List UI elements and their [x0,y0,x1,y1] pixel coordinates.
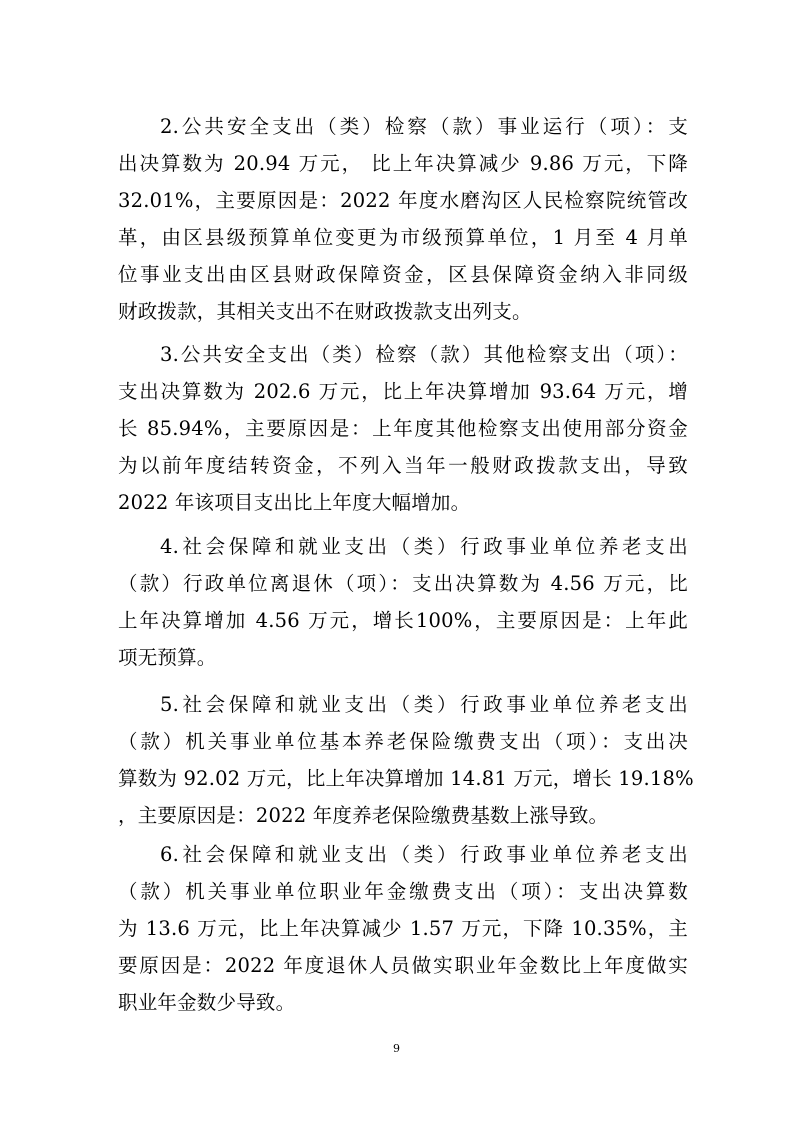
text-line: 上年决算增加 4.56 万元，增长100%，主要原因是：上年此 [118,609,688,632]
text-line: 项无预算。 [118,646,217,669]
text-line: ，主要原因是：2022 年度养老保险缴费基数上涨导致。 [118,804,609,827]
document-body [118,108,694,1021]
text-line: 位事业支出由区县财政保障资金，区县保障资金纳入非同级 [118,263,688,286]
text-line: 为以前年度结转资金，不列入当年一般财政拨款支出，导致 [118,454,688,477]
text-line: 为 13.6 万元，比上年决算减少 1.57 万元，下降 10.35%，主 [118,917,688,940]
text-line: （款）机关事业单位基本养老保险缴费支出（项）：支出决 [118,730,688,753]
text-line: 2.公共安全支出（类）检察（款）事业运行（项）：支 [160,115,688,138]
text-line: 要原因是：2022 年度退休人员做实职业年金数比上年度做实 [118,954,688,977]
page-number: 9 [393,1042,400,1055]
text-line: 2022 年该项目支出比上年度大幅增加。 [118,491,471,514]
text-line: 5.社会保障和就业支出（类）行政事业单位养老支出 [160,693,688,716]
text-line: 长 85.94%，主要原因是：上年度其他检察支出使用部分资金 [118,417,688,440]
text-line: 革，由区县级预算单位变更为市级预算单位，1 月至 4 月单 [118,226,688,249]
text-line: 6.社会保障和就业支出（类）行政事业单位养老支出 [160,843,688,866]
text-line: 职业年金数少导致。 [118,991,296,1014]
paragraph-item-6 [118,836,688,1021]
text-line: 32.01%，主要原因是：2022 年度水磨沟区人民检察院统管改 [118,189,688,212]
paragraph-item-2 [118,108,688,330]
text-line: （款）行政单位离退休（项）：支出决算数为 4.56 万元，比 [118,572,688,595]
text-line: 3.公共安全支出（类）检察（款）其他检察支出（项）： [160,343,688,366]
paragraph-item-3 [118,336,688,521]
text-line: 出决算数为 20.94 万元， 比上年决算减少 9.86 万元，下降 [118,152,688,175]
paragraph-item-5 [118,686,694,834]
text-line: 支出决算数为 202.6 万元，比上年决算增加 93.64 万元，增 [118,380,688,403]
text-line: （款）机关事业单位职业年金缴费支出（项）：支出决算数 [118,880,688,903]
text-line: 4.社会保障和就业支出（类）行政事业单位养老支出 [160,535,688,558]
paragraph-item-4 [118,528,688,676]
text-line: 财政拨款，其相关支出不在财政拨款支出列支。 [118,300,532,323]
text-line: 算数为 92.02 万元，比上年决算增加 14.81 万元，增长 19.18% [118,767,694,790]
